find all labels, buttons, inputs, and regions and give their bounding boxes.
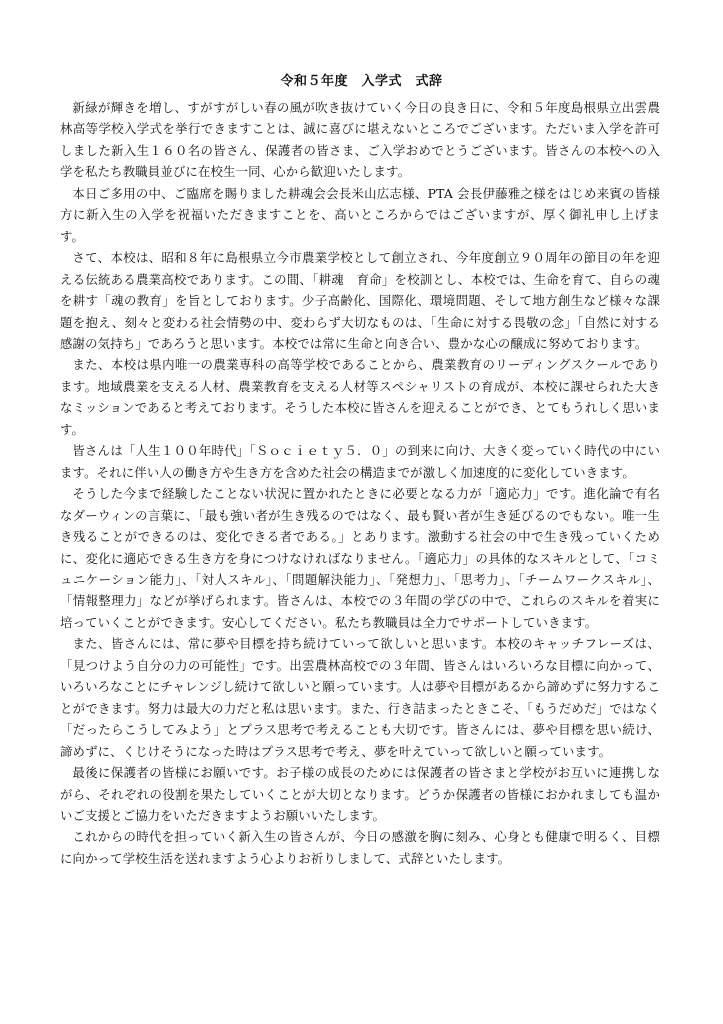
paragraph-opening: 新緑が輝きを増し、すがすがしい春の風が吹き抜けていく今日の良き日に、令和５年度島根県立出雲農林高等学校入学式を挙行できますことは、誠に喜びに堪えないところでございます。ただいま入学を許可しました新入生１６０名の皆さん、保護者の皆さま、ご入学おめでとうございます。皆さんの本校への入学を私たち教職員並びに在校生一同、心から歓迎いたします。 <box>60 100 660 180</box>
document-title: 令和５年度 入学式 式辞 <box>280 74 443 89</box>
paragraph-guests: 本日ご多用の中、ご臨席を賜りました耕魂会会長米山広志様、PTA 会長伊藤雅之様をはじめ来賓の皆様方に新入生の入学を祝福いただきますことを、高いところからではございますが、厚く御礼申し上げます。 <box>60 185 660 244</box>
paragraph-mission: また、本校は県内唯一の農業専科の高等学校であることから、農業教育のリーディングスクールであります。地域農業を支える人材、農業教育を支える人材等スペシャリストの育成が、本校に課せられた大きなミッションであると考えております。そうした本校に皆さんを迎えることができ、とてもうれしく思います。 <box>60 357 660 437</box>
paragraph-closing: これからの時代を担っていく新入生の皆さんが、今日の感激を胸に刻み、心身とも健康で明るく、目標に向かって学校生活を送れますよう心よりお祈りしまして、式辞といたします。 <box>60 829 660 866</box>
paragraph-guardians: 最後に保護者の皆様にお願いです。お子様の成長のためには保護者の皆さまと学校がお互いに連携しながら、それぞれの役割を果たしていくことが大切となります。どうか保護者の皆様におかれましても温かいご支援とご協力をいただきますようお願いいたします。 <box>60 765 660 823</box>
paragraph-adaptability: そうした今まで経験したことない状況に置かれたときに必要となる力が「適応力」です。進化論で有名なダーウィンの言葉に、「最も強い者が生き残るのではなく、最も賢い者が生き延びるのでもない。唯一生き残ることができるのは、変化できる者である。」とあります。激動する社会の中で生き残っていくために、変化に適応できる生き方を身につけなければなりません。「適応力」の具体的なスキルとして、「コミュニケーション能力」、「対人スキル」、「問題解決能力」、「発想力」、「思考力」、「チームワークスキル」、「情報整理力」などが挙げられます。皆さんは、本校での３年間の学びの中で、これらのスキルを着実に培っていくことができます。安心してください。私たち教職員は全力でサポートしていきます。 <box>60 486 660 630</box>
paragraph-dreams: また、皆さんには、常に夢や目標を持ち続けていって欲しいと思います。本校のキャッチフレーズは、「見つけよう自分の力の可能性」です。出雲農林高校での３年間、皆さんはいろいろな目標に向かって、いろいろなことにチャレンジし続けて欲しいと願っています。人は夢や目標があるから諦めずに努力することができます。努力は最大の力だと私は思います。また、行き詰まったときこそ、「もうだめだ」ではなく「だったらこうしてみよう」とプラス思考で考えることも大切です。皆さんには、夢や目標を思い続け、諦めずに、くじけそうになった時はプラス思考で考え、夢を叶えていって欲しいと願っています。 <box>60 636 660 759</box>
speech-body <box>60 97 660 869</box>
paragraph-era: 皆さんは「人生１００年時代」「Ｓｏｃｉｅｔｙ５．０」の到来に向け、大きく変っていく時代の中にいます。それに伴い人の働き方や生き方を含めた社会の構造までが激しく加速度的に変化していきます。 <box>60 443 660 480</box>
paragraph-history: さて、本校は、昭和８年に島根県立今市農業学校として創立され、今年度創立９０周年の節目の年を迎える伝統ある農業高校であります。この間、「耕魂 育命」を校訓とし、本校では、生命を育て、自らの魂を耕す「魂の教育」を旨としております。少子高齢化、国際化、環境問題、そして地方創生など様々な課題を抱え、刻々と変わる社会情勢の中、変わらず大切なものは、「生命に対する畏敬の念」「自然に対する感謝の気持ち」であろうと思います。本校では常に生命と向き合い、豊かな心の醸成に努めております。 <box>60 250 660 351</box>
